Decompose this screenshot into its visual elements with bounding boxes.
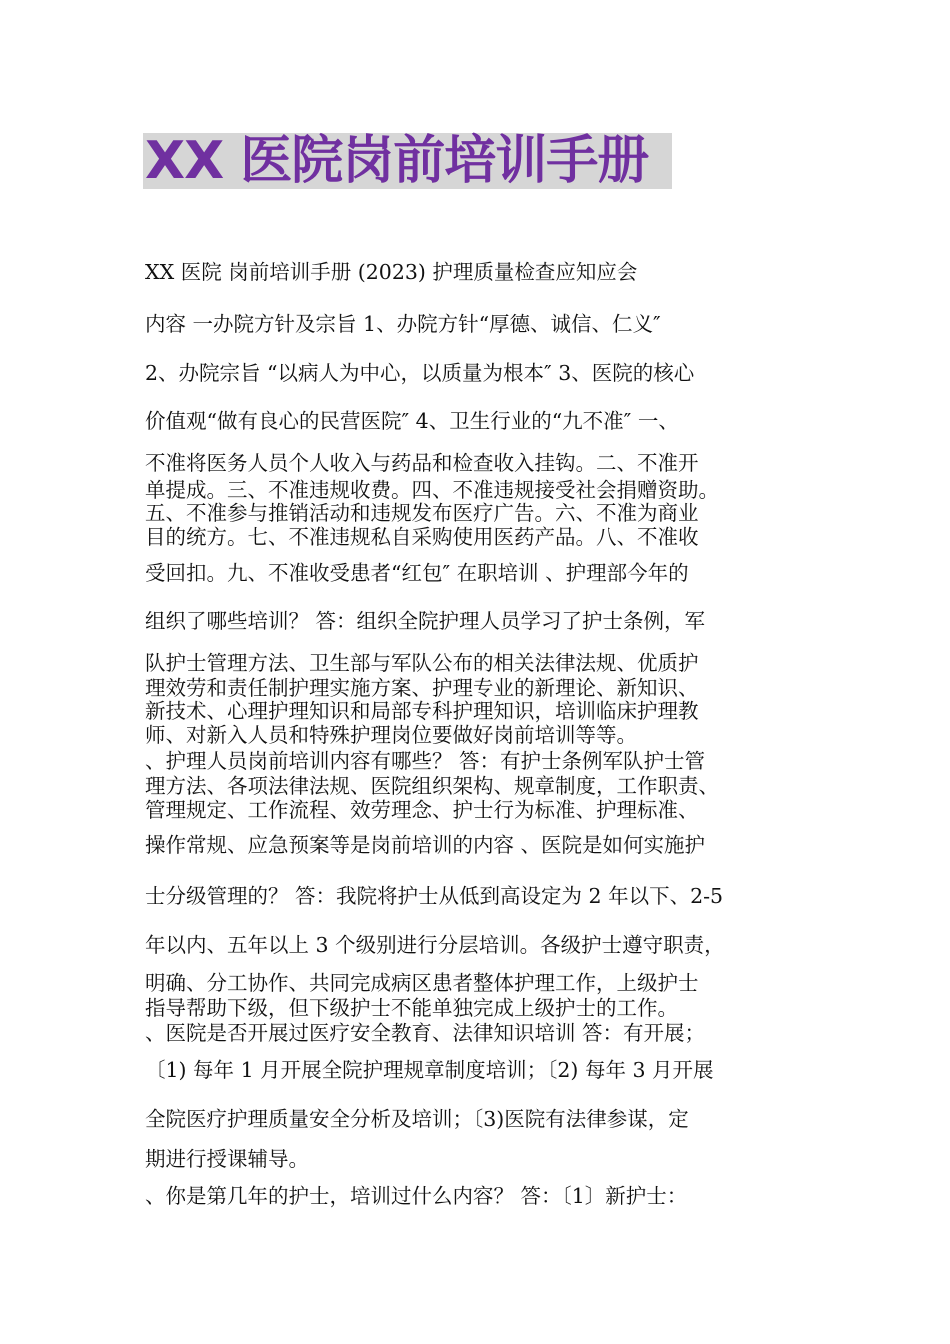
body-line: 组织了哪些培训？ 答：组织全院护理人员学习了护士条例，军	[145, 609, 706, 633]
body-line: 新技术、心理护理知识和局部专科护理知识，培训临床护理教	[145, 699, 699, 723]
body-line: 管理规定、工作流程、效劳理念、护士行为标准、护理标准、	[145, 798, 699, 822]
body-line: 单提成。三、不准违规收费。四、不准违规接受社会捐赠资助。	[145, 478, 719, 502]
body-line: 理效劳和责任制护理实施方案、护理专业的新理论、新知识、	[145, 676, 699, 700]
body-line: 明确、分工协作、共同完成病区患者整体护理工作，上级护士	[145, 971, 699, 995]
body-line: 理方法、各项法律法规、医院组织架构、规章制度，工作职责、	[145, 774, 719, 798]
body-line: 全院医疗护理质量安全分析及培训；〔3)医院有法律参谋，定	[145, 1107, 689, 1131]
body-line: 、护理人员岗前培训内容有哪些？ 答：有护士条例军队护士管	[145, 749, 706, 773]
body-line: 目的统方。七、不准违规私自采购使用医药产品。八、不准收	[145, 525, 699, 549]
body-line: 指导帮助下级，但下级护士不能单独完成上级护士的工作。	[145, 996, 678, 1020]
body-line: 2、办院宗旨 “以病人为中心，以质量为根本″ 3、医院的核心	[145, 361, 695, 385]
body-line: 不准将医务人员个人收入与药品和检查收入挂钩。二、不准开	[145, 451, 699, 475]
body-line: 受回扣。九、不准收受患者“红包″ 在职培训 、护理部今年的	[145, 561, 689, 585]
body-line: 、医院是否开展过医疗安全教育、法律知识培训 答：有开展；	[145, 1021, 706, 1045]
body-line: 、你是第几年的护士，培训过什么内容？ 答：〔1〕新护士：	[145, 1184, 688, 1208]
document-title: XX 医院岗前培训手册	[145, 131, 649, 191]
body-line: 队护士管理方法、卫生部与军队公布的相关法律法规、优质护	[145, 651, 699, 675]
body-line: 内容 一办院方针及宗旨 1、办院方针“厚德、诚信、仁义″	[145, 312, 661, 336]
body-line: 操作常规、应急预案等是岗前培训的内容 、医院是如何实施护	[145, 833, 706, 857]
body-line: 士分级管理的？ 答：我院将护士从低到高设定为 2 年以下、2-5	[145, 884, 724, 908]
body-line: 五、不准参与推销活动和违规发布医疗广告。六、不准为商业	[145, 501, 699, 525]
body-line: 期进行授课辅导。	[145, 1147, 309, 1171]
body-line: 师、对新入人员和特殊护理岗位要做好岗前培训等等。	[145, 723, 637, 747]
body-line: 年以内、五年以上 3 个级别进行分层培训。各级护士遵守职责，	[145, 933, 725, 957]
body-line: 〔1) 每年 1 月开展全院护理规章制度培训；〔2) 每年 3 月开展	[145, 1058, 714, 1082]
body-line: 价值观“做有良心的民营医院″ 4、卫生行业的“九不准″ 一、	[145, 409, 679, 433]
body-line: XX 医院 岗前培训手册 (2023) 护理质量检查应知应会	[145, 260, 638, 284]
